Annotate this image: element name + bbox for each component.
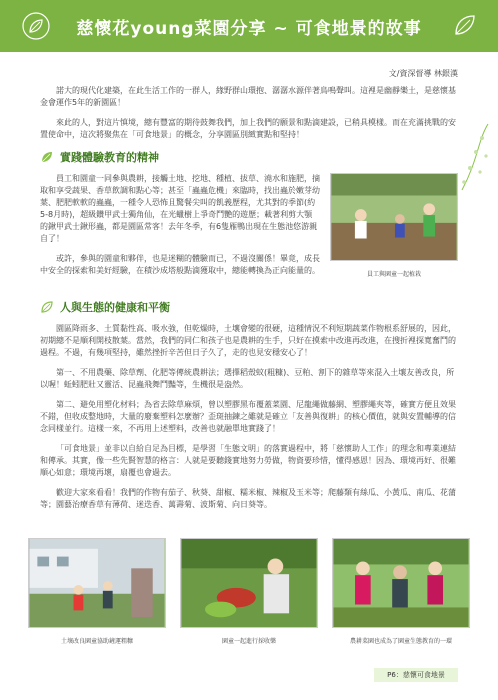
article-body: [40, 68, 458, 519]
page-title: 慈懷花young菜園分享 ~ 可食地景的故事: [76, 19, 422, 39]
photo-row: [28, 538, 470, 645]
section-paragraph: 或許，參與的園童和夥伴，也是迷糊的體驗而已，不過沒關係！畢竟，成長中安全的探索和美好經驗，在積沙成塔般點滴獲取中，總能轉換為正向能量的。: [40, 254, 320, 275]
photo-figure: [180, 538, 318, 645]
photo-caption: 土壤改良園童協助鏟運粗糠: [60, 638, 133, 645]
section-heading-text: 實踐體驗教育的精神: [60, 151, 159, 164]
gardening-photo: [330, 173, 458, 261]
section-paragraph: 歡迎大家來看看！我們的作物有茄子、秋葵、甜椒、糯米椒、辣椒及玉米等；爬藤類有絲瓜、小黃瓜、南瓜、花蒲等；園藝治療香草有薄荷、迷迭香、萬壽菊、波斯菊、向日葵等。: [40, 488, 456, 509]
photo-figure: [332, 538, 470, 645]
leaf-icon: [40, 150, 54, 164]
intro-paragraph: 來此的人，對這片慎境，總有豐富的期待鼓舞我們，加上我們的願景和點滴建設，已稍具模樣。而在充滿挑戰的安置使命中，這次將聚焦在「可食地景」的概念，分享園區別緻實點和堅持！: [40, 118, 456, 139]
section-paragraph: 「可食地景」並非以自給自足為目標，是學習「生態文明」的落實過程中，將「慈懷助人工作」的理念和專業連結和傳承。其實，像一些先賢智慧的格言：人就是要聽錢實地努力勞做，物資要珍惜，懂得感恩！因為、環境再好、很難順心如意；環境再壞，扇覆也會過去。: [40, 444, 456, 477]
photo-figure: [28, 538, 166, 645]
photo-caption: 農耕菜園也成為了園童生態教育的一環: [349, 638, 452, 645]
page-footer: P6：慈懷可食地景: [374, 668, 458, 682]
leaf-icon: [40, 300, 54, 314]
section-1-content: [40, 173, 458, 285]
photo-figure: [330, 173, 458, 285]
harvest-photo: [180, 538, 318, 628]
soil-improvement-photo: [28, 538, 166, 628]
photo-caption: 園童一起進行採收樂: [221, 638, 276, 645]
intro-paragraph: 諾大的現代化建築，在此生活工作的一群人，緣野群山環抱、潺潺水源伴著鳥鳴聲叫。這裡是幽靜樂土，是慈懷基金會運作5年的新園區！: [40, 86, 456, 107]
photo-caption: 員工與園童一起植栽: [366, 271, 421, 278]
section-paragraph: 第一、不用農藥、除草劑、化肥等傳統農耕法；選擇稻殼蚊(粗糠)、豆粕、割下的雜草等來混入土壤友善改良，所以喔！蚯蚓肥壯又靈活、昆蟲飛舞鬥豔等，生機很是盎然。: [40, 368, 455, 389]
page-header: [0, 0, 498, 52]
section-paragraph: 園區降雨多、土質黏性高、吸水強，但乾燥時，土壤會變的很硬，這種情況不利短期蔬菜作物根系舒展的，因此，初期總不是順利開枝散葉。當然，我們的同仁和孩子也是農耕的生手，只好在摸索中改進再改進，在搜折裡探寬奮鬥的過程。不過，有幾項堅持，雖然挫折辛苦但日子久了，走的也見安穩安心了！: [40, 324, 456, 357]
author-line: 文/資深督導 林銀漢: [388, 69, 458, 78]
section-heading: [40, 299, 458, 315]
section-paragraph: 第二、避免用塑化材料；為省去除草麻煩，曾以塑膠黑布覆蓋菜園、尼龍繩做藤網、塑膠繩夾等，確實方便且效果不錯，但收成整地時，大量的廢棄塑料怎麼辦？歪斑抽鍊之雖就是確立「友善與復耕」的核心價值，就與安置輔導的信念同樣並行。這樣一來，不再用上述塑料，改善也就融單地實踐了！: [40, 400, 456, 433]
eco-education-photo: [332, 538, 470, 628]
section-1-text: [40, 173, 320, 285]
section-heading: [40, 149, 458, 165]
section-paragraph: 員工和園童一同參與農耕，接觸土地、挖地、種植、拔草、澆水和施肥，摘取和享受蔬果、香草飲調和點心等；甚至「蟲蟲危機」來臨時，找出蟲於嫩芽幼葉、肥肥軟軟的蟲蟲，一種令人恐怖且驚餐尖叫的飢義歷程，尤其對的季節(約5-8月時)，超級鑽甲武士獨角仙，在光蠟樹上爭奇鬥艷的遊歷；載著利剪大顎的鍬甲武士鍬形蟲，都是園區常客！去年冬季，有6隻雁鴨出現在生態池悠游親自了！: [40, 174, 320, 243]
leaf-icon: [450, 10, 480, 40]
section-heading-text: 人與生態的健康和平衡: [60, 301, 170, 314]
